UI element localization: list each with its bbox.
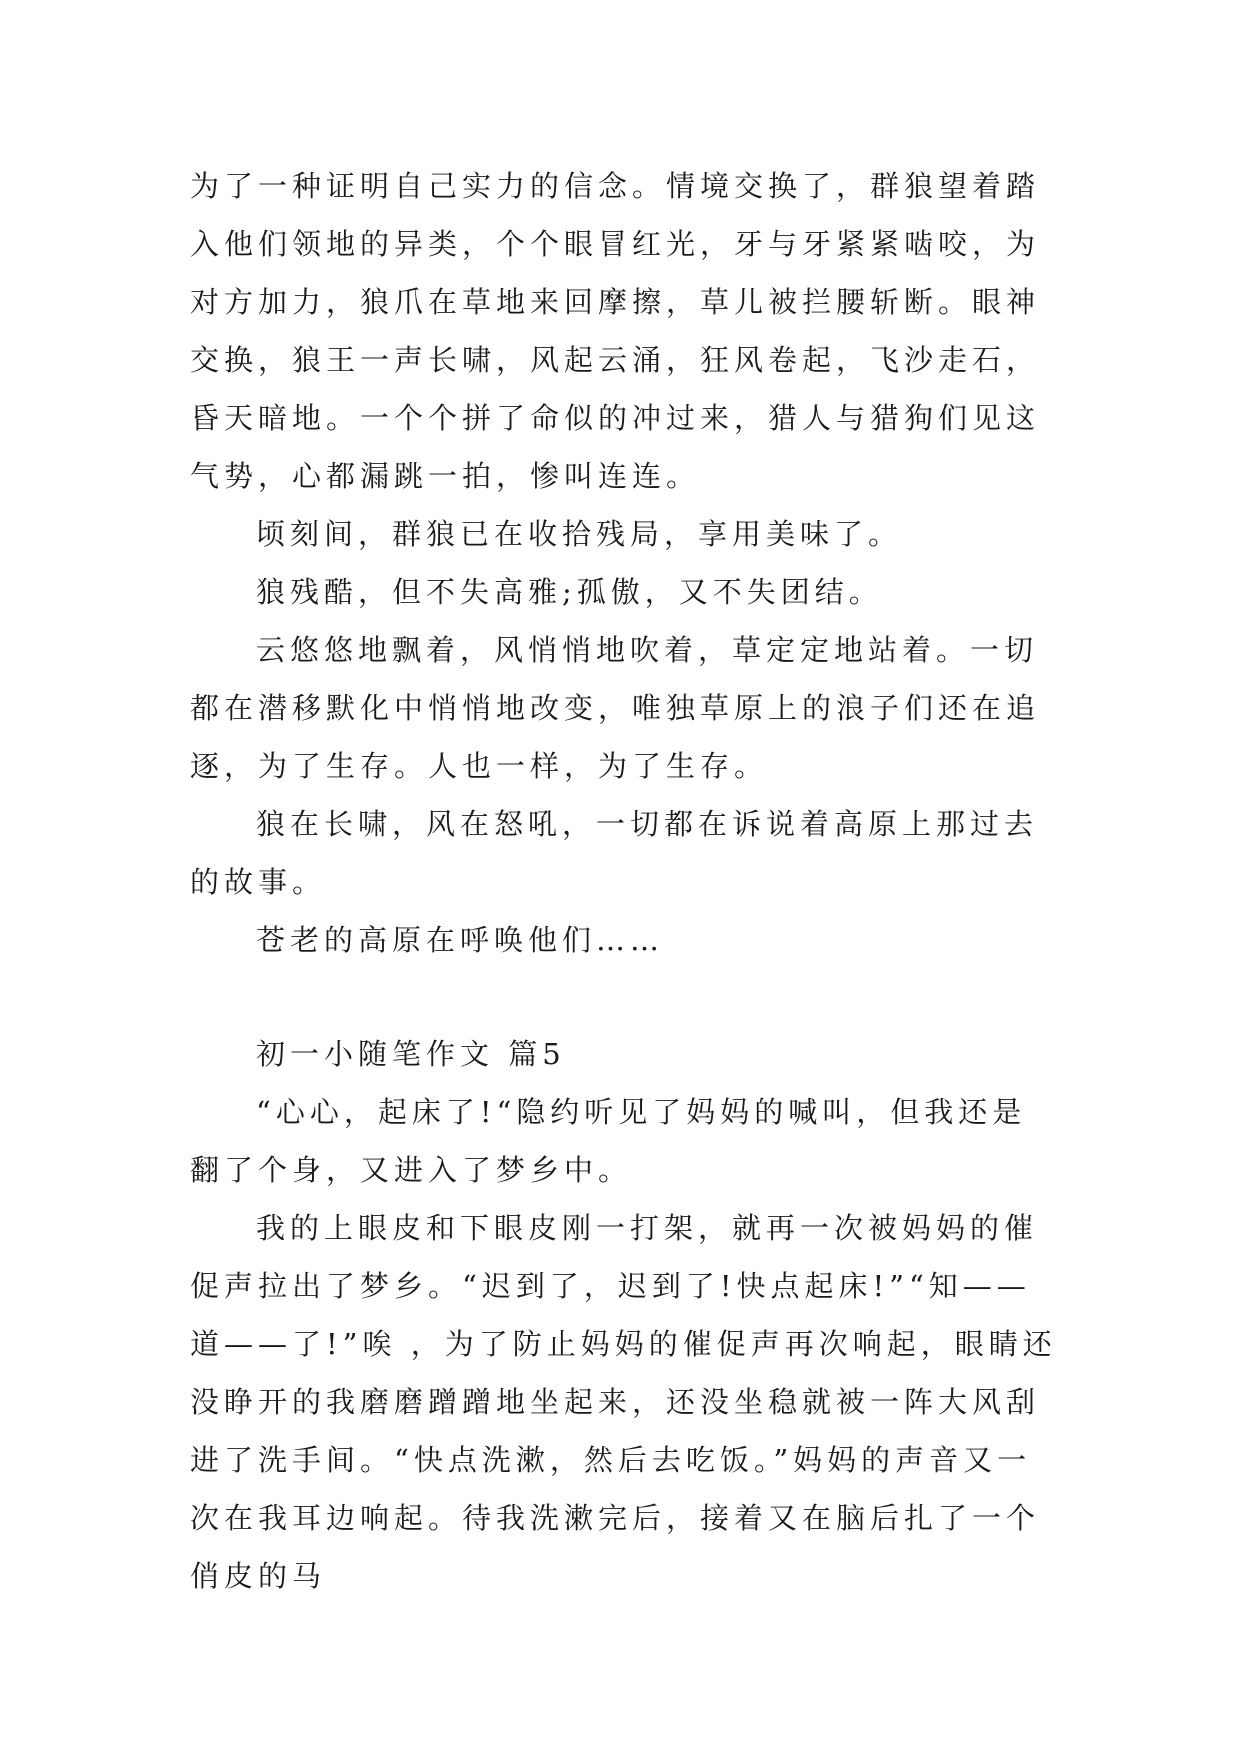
section-2-body <box>190 1083 1060 1605</box>
section-heading: 初一小随笔作文 篇5 <box>256 1037 566 1071</box>
section-1-body <box>190 157 1060 969</box>
paragraph: “心心，起床了!“隐约听见了妈妈的喊叫，但我还是翻了个身，又进入了梦乡中。 <box>190 1095 1027 1187</box>
paragraph: 苍老的高原在呼唤他们…… <box>256 923 665 957</box>
paragraph: 狼在长啸，风在怒吼，一切都在诉说着高原上那过去的故事。 <box>190 807 1039 899</box>
paragraph: 云悠悠地飘着，风悄悄地吹着，草定定地站着。一切都在潜移默化中悄悄地改变，唯独草原上的浪子们还在追逐，为了生存。人也一样，为了生存。 <box>190 633 1041 783</box>
paragraph: 为了一种证明自己实力的信念。情境交换了，群狼望着踏入他们领地的异类，个个眼冒红光，牙与牙紧紧啮咬，为对方加力，狼爪在草地来回摩擦，草儿被拦腰斩断。眼神交换，狼王一声长啸，风起云涌，狂风卷起，飞沙走石，昏天暗地。一个个拼了命似的冲过来，猎人与猎狗们见这气势，心都漏跳一拍，惨叫连连。 <box>190 169 1041 493</box>
paragraph: 狼残酷，但不失高雅;孤傲，又不失团结。 <box>256 575 883 609</box>
paragraph: 顷刻间，群狼已在收拾残局，享用美味了。 <box>256 517 903 551</box>
paragraph: 我的上眼皮和下眼皮刚一打架，就再一次被妈妈的催促声拉出了梦乡。“迟到了，迟到了!快点起床!”“知——道——了!”唉 ，为了防止妈妈的催促声再次响起，眼睛还没睁开的我磨磨蹭蹭地坐起来，还没坐稳就被一阵大风刮进了洗手间。“快点洗漱，然后去吃饭。”妈妈的声音又一次在我耳边响起。待我洗漱完后，接着又在脑后扎了一个俏皮的马 <box>190 1211 1057 1593</box>
